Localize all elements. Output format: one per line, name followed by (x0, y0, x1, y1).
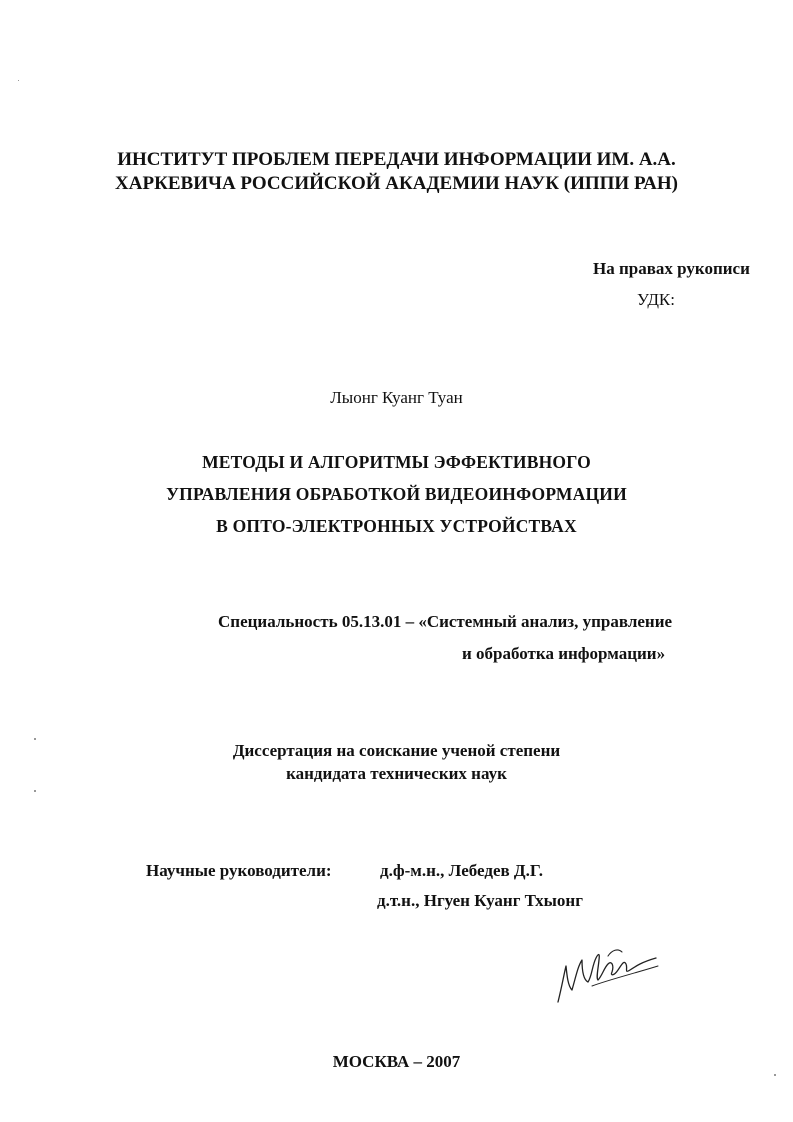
udk-label: УДК: (637, 290, 675, 309)
author-name: Лыонг Куанг Туан (330, 388, 463, 407)
scan-speck (34, 790, 36, 792)
handwritten-signature (552, 946, 662, 1008)
dissertation-line-2: кандидата технических наук (286, 764, 507, 783)
dissertation-line-1: Диссертация на соискание ученой степени (232, 741, 561, 760)
scan-speck (34, 738, 36, 740)
supervisor-first: д.ф-м.н., Лебедев Д.Г. (380, 861, 544, 880)
title-line-3: В ОПТО-ЭЛЕКТРОННЫХ УСТРОЙСТВАХ (216, 516, 577, 536)
specialty-line-1: Специальность 05.13.01 – «Системный анализ, управление (218, 612, 673, 631)
manuscript-note: На правах рукописи (593, 259, 750, 278)
scan-speck (18, 80, 19, 81)
place-year: МОСКВА – 2007 (332, 1052, 461, 1071)
title-line-1: МЕТОДЫ И АЛГОРИТМЫ ЭФФЕКТИВНОГО (202, 452, 591, 472)
specialty-line-2: и обработка информации» (462, 644, 666, 663)
institute-line-2: ХАРКЕВИЧА РОССИЙСКОЙ АКАДЕМИИ НАУК (ИППИ РАН) (115, 173, 678, 194)
institute-line-1: ИНСТИТУТ ПРОБЛЕМ ПЕРЕДАЧИ ИНФОРМАЦИИ ИМ. А.А. (117, 149, 676, 170)
supervisor-second: д.т.н., Нгуен Куанг Тхыонг (377, 891, 583, 910)
scan-speck (774, 1074, 776, 1076)
supervisors-label: Научные руководители: (146, 861, 332, 880)
title-line-2: УПРАВЛЕНИЯ ОБРАБОТКОЙ ВИДЕОИНФОРМАЦИИ (166, 484, 627, 504)
